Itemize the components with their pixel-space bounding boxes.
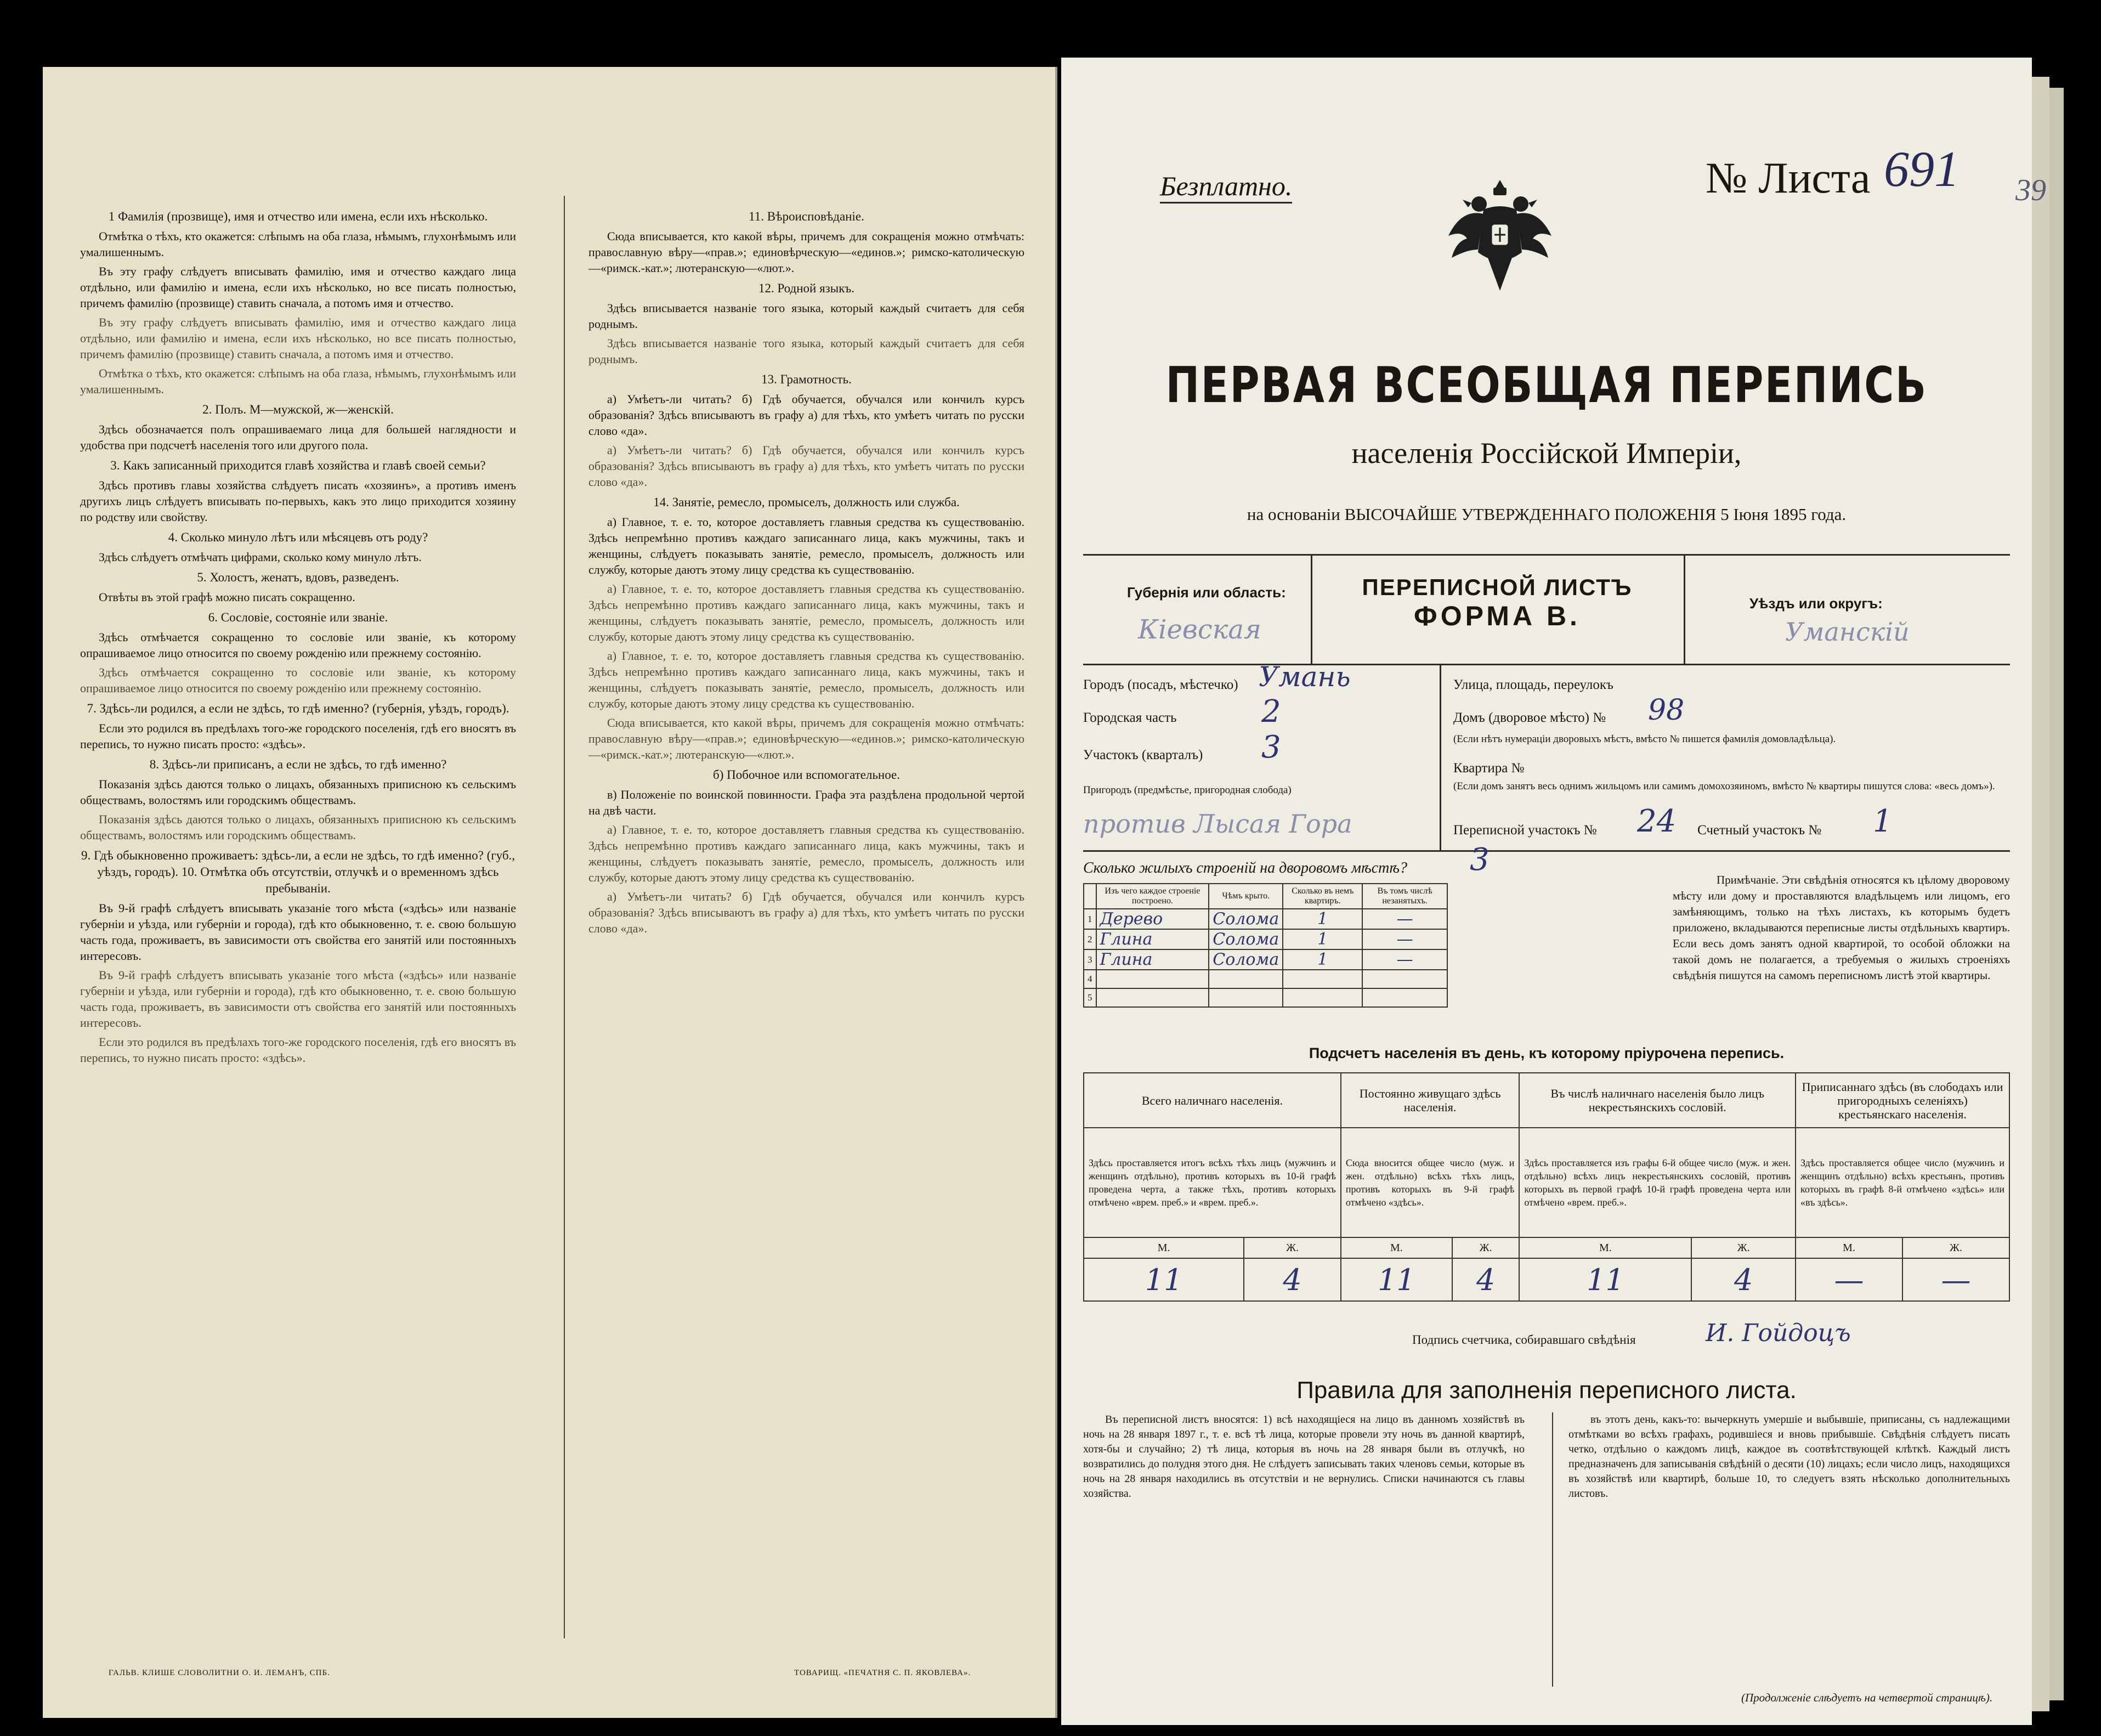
buildings-count-value: 3 <box>1470 842 1490 878</box>
table-header: Приписаннаго здѣсь (въ слободахъ или пригородныхъ селеніяхъ) крестьянскаго населенія. <box>1796 1073 2009 1128</box>
male-label: М. <box>1796 1237 1902 1258</box>
imperial-eagle-icon <box>1445 176 1555 296</box>
section-text: Отвѣты въ этой графѣ можно писать сокращенно. <box>99 590 355 604</box>
section-heading: 3. Какъ записанный приходится главѣ хозяйства и главѣ своей семьи? <box>110 459 486 472</box>
building-apartments <box>1283 988 1362 1007</box>
building-vacant: — <box>1362 909 1447 929</box>
section-heading: 6. Сословіе, состояніе или званіе. <box>208 610 388 624</box>
building-material <box>1096 970 1209 988</box>
section-text: Въ эту графу слѣдуетъ вписывать фамилію, имя и отчество каждаго лица отдѣльно, или фамилію и имена, если ихъ нѣсколько, но все писать полностью, причемъ фамилію (прозвище) ставить сначала, а потомъ имя и отчество. <box>80 315 516 361</box>
section-heading: 2. Полъ. М—мужской, ж—женскій. <box>202 403 394 416</box>
section-text: Сюда вписывается, кто какой вѣры, причемъ для сокращенія можно отмѣчать: православную вѣру—«прав.»; единовѣрческую—«единов.»; римско-католическую—«римск.-кат.»; лютеранскую—«лют.». <box>588 716 1024 761</box>
building-roof: Солома <box>1209 929 1283 949</box>
male-count: 11 <box>1519 1258 1691 1301</box>
right-page-census-form <box>1061 58 2046 1725</box>
female-count: 4 <box>1691 1258 1796 1301</box>
row-number: 3 <box>1084 949 1096 970</box>
building-vacant: — <box>1362 949 1447 970</box>
table-header: Сколько въ немъ квартиръ. <box>1283 884 1362 909</box>
table-header: Въ числѣ наличнаго населенія было лицъ некрестьянскихъ сословій. <box>1519 1073 1796 1128</box>
building-apartments: 1 <box>1283 949 1362 970</box>
apartment-note: (Если домъ занятъ весь однимъ жильцомъ или самимъ домохозяиномъ, вмѣсто № квартиры пишутся слова: «весь домъ»). <box>1453 781 1995 792</box>
legal-basis: на основаніи ВЫСОЧАЙШЕ УТВЕРЖДЕННАГО ПОЛОЖЕНІЯ 5 Іюня 1895 года. <box>1247 505 1847 524</box>
section-heading: 4. Сколько минуло лѣтъ или мѣсяцевъ отъ роду? <box>168 530 428 544</box>
uezd-value: Уманскій <box>1785 617 1910 647</box>
building-roof <box>1209 970 1283 988</box>
uezd-label: Уѣздъ или округъ: <box>1749 595 1883 612</box>
suburb-value: против Лысая Гора <box>1083 809 1352 839</box>
section-text: Здѣсь противъ главы хозяйства слѣдуетъ писать «хозяинъ», а противъ именъ другихъ лицъ слѣдуетъ вписывать по-первыхъ, какъ это лицо приходится хозяину по родству или свойству. <box>80 478 516 524</box>
gubernia-value: Кіевская <box>1138 614 1261 645</box>
apartment-label: Квартира № <box>1453 761 1525 776</box>
table-row <box>1084 988 1447 1007</box>
form-title-line-1: ПЕРЕПИСНОЙ ЛИСТЪ <box>1362 574 1633 600</box>
suburb-label: Пригородъ (предмѣстье, пригородная слобода) <box>1083 784 1292 796</box>
section-text: в) Положеніе по воинской повинности. Графа эта раздѣлена продольной чертой на двѣ части. <box>588 788 1024 817</box>
column-description: Здѣсь проставляется итогъ всѣхъ тѣхъ лицъ (мужчинъ и женщинъ отдѣльно), противъ которыхъ въ 10-й графѣ проведена черта, а также тѣхъ, противъ которыхъ отмѣчено «врем. преб.» и «врем. преб.». <box>1084 1128 1341 1237</box>
section-text: а) Главное, т. е. то, которое доставляетъ главныя средства къ существованію. Здѣсь непремѣнно противъ каждаго записаннаго лица, какъ мужчины, такъ и женщины, слѣдуетъ показывать занятіе, ремесло, промыселъ, должность или службу, которые даютъ этому лицу средства къ существованію. <box>588 582 1024 643</box>
printer-imprint: ГАЛЬВ. КЛИШЕ СЛОВОЛИТНИ О. И. ЛЕМАНЪ, СПБ. <box>109 1669 330 1677</box>
house-value: 98 <box>1648 694 1685 727</box>
table-row <box>1084 1258 2009 1301</box>
section-text: Въ 9-й графѣ слѣдуетъ вписывать указаніе того мѣста («здѣсь» или названіе губерніи и уѣзда, или губерніи и города), гдѣ кто обыкновенно, т. е. свою большую часть года, проживаетъ, въ зависимости отъ свойства его занятій или постоянныхъ интересовъ. <box>80 901 516 963</box>
continued-note: (Продолженіе слѣдуетъ на четвертой страницѣ). <box>1741 1691 1993 1704</box>
house-note: (Если нѣтъ нумераціи дворовыхъ мѣстъ, вмѣсто № пишется фамилія домовладѣльца). <box>1453 733 1836 745</box>
section-text: а) Умѣетъ-ли читать? б) Гдѣ обучается, обучался или кончилъ курсъ образованія? Здѣсь вписываютъ въ графу а) для тѣхъ, кто умѣетъ читать по русски слово «да». <box>588 443 1024 489</box>
section-1 <box>80 208 516 311</box>
signature-label: Подпись счетчика, собиравшаго свѣдѣнія <box>1412 1333 1636 1347</box>
instructions-column-1 <box>80 204 516 1069</box>
building-roof <box>1209 988 1283 1007</box>
table-header: Чѣмъ крыто. <box>1209 884 1283 909</box>
section-text: Если это родился въ предѣлахъ того-же городского поселенія, гдѣ его вносятъ въ перепись, то нужно писать просто: «здѣсь». <box>80 721 516 751</box>
building-vacant <box>1362 988 1447 1007</box>
building-vacant <box>1362 970 1447 988</box>
census-area-value: 24 <box>1637 804 1677 839</box>
section-text: Сюда вписывается, кто какой вѣры, причемъ для сокращенія можно отмѣчать: православную вѣру—«прав.»; единовѣрческую—«единов.»; римско-католическую—«римск.-кат.»; лютеранскую—«лют.». <box>588 229 1024 275</box>
male-label: М. <box>1341 1237 1452 1258</box>
rules-column-1: Въ переписной листъ вносятся: 1) всѣ находящіеся на лицо въ данномъ хозяйствѣ въ ночь на 28 января 1897 г., т. е. всѣ тѣ лица, которые провели эту ночь въ данной квартирѣ, хотя-бы и случайно; 2) тѣ лица, которыя въ ночь на 28 января были въ отлучкѣ, но возвратились до полудня этого дня. Не слѣдуетъ записывать таких членовъ семьи, которые въ ночь на 28 января находились въ отсутствіи и не вернулись. Списки начинаются съ главы хозяйства. <box>1083 1413 1525 1500</box>
male-count: 11 <box>1084 1258 1244 1301</box>
section-heading: 8. Здѣсь-ли приписанъ, а если не здѣсь, то гдѣ именно? <box>149 757 447 771</box>
section-text: Здѣсь вписывается названіе того языка, который каждый считаетъ для себя роднымъ. <box>588 336 1024 366</box>
section-text: а) Главное, т. е. то, которое доставляетъ главныя средства къ существованію. Здѣсь непремѣнно противъ каждаго записаннаго лица, какъ мужчины, такъ и женщины, слѣдуетъ показывать занятіе, ремесло, промыселъ, должность или службу, которые даютъ этому лицу средства къ существованію. <box>588 515 1024 576</box>
section-heading: 7. Здѣсь-ли родился, а если не здѣсь, то гдѣ именно? (губернія, уѣздъ, городъ). <box>87 702 509 715</box>
section-text: Здѣсь слѣдуетъ отмѣчать цифрами, сколько кому минуло лѣтъ. <box>99 550 422 564</box>
section-text: Здѣсь обозначается полъ опрашиваемаго лица для большей наглядности и удобства при подсчетѣ населенія того или другого пола. <box>80 422 516 452</box>
free-label: Безплатно. <box>1160 170 1292 203</box>
rules-column-2: въ этотъ день, какъ-то: вычеркнуть умершіе и выбывшіе, приписаны, съ надлежащими отмѣтками во всѣхъ графахъ, родившіеся и вновь прибывшіе. Свѣдѣнія слѣдуетъ писать четко, отдѣльно о каждомъ лицѣ, каждое въ соотвѣтствующей клѣткѣ. Каждый листъ предназначенъ для записыванія свѣдѣній о десяти (10) лицахъ; если число лицъ, находящихся въ хозяйствѣ или квартирѣ, больше 10, то следуетъ взять нѣсколько дополнительныхъ листовъ. <box>1568 1413 2010 1500</box>
row-number: 4 <box>1084 970 1096 988</box>
form-title <box>1322 573 1673 630</box>
street-label: Улица, площадь, переулокъ <box>1453 677 1613 692</box>
female-label: Ж. <box>1902 1237 2009 1258</box>
section-heading: 12. Родной языкъ. <box>758 281 855 295</box>
section-text: Показанія здѣсь даются только о лицахъ, обязанныхъ приписною къ сельскимъ обществамъ, волостямъ или городскимъ обществамъ. <box>80 777 516 807</box>
page-title: ПЕРВАЯ ВСЕОБЩАЯ ПЕРЕПИСЬ <box>1165 357 1928 414</box>
form-title-line-2: ФОРМА В. <box>1414 601 1581 631</box>
building-roof: Солома <box>1209 909 1283 929</box>
form-rule <box>1311 554 1312 664</box>
page-stack-edge <box>2049 88 2064 1700</box>
form-rule <box>1083 554 2010 556</box>
building-material: Глина <box>1096 929 1209 949</box>
female-label: Ж. <box>1244 1237 1341 1258</box>
section-text: Отмѣтка о тѣхъ, кто окажется: слѣпымъ на оба глаза, нѣмымъ, глухонѣмымъ или умалишеннымъ. <box>80 229 516 259</box>
archive-page-number: 39 <box>2015 173 2046 207</box>
table-header-row <box>1084 884 1447 909</box>
section-heading: 11. Вѣроисповѣданіе. <box>749 210 864 223</box>
male-count: 11 <box>1341 1258 1452 1301</box>
page-stack-edge <box>2032 77 2049 1711</box>
building-material: Глина <box>1096 949 1209 970</box>
section-heading: 13. Грамотность. <box>761 372 852 386</box>
printer-imprint: ТОВАРИЩ. «ПЕЧАТНЯ С. П. ЯКОВЛЕВА». <box>794 1669 971 1677</box>
table-row <box>1084 909 1447 929</box>
row-number: 2 <box>1084 929 1096 949</box>
population-count-title: Подсчетъ населенія въ день, къ которому пріурочена перепись. <box>1309 1045 1785 1061</box>
section-text: Показанія здѣсь даются только о лицахъ, обязанныхъ приписною къ сельскимъ обществамъ, волостямъ или городскимъ обществамъ. <box>80 812 516 842</box>
section-text: а) Умѣетъ-ли читать? б) Гдѣ обучается, обучался или кончилъ курсъ образованія? Здѣсь вписываютъ въ графу а) для тѣхъ, кто умѣетъ читать по русски слово «да». <box>588 392 1024 438</box>
female-label: Ж. <box>1691 1237 1796 1258</box>
female-count: 4 <box>1244 1258 1341 1301</box>
table-row <box>1084 929 1447 949</box>
counting-area-label: Счетный участокъ № <box>1697 823 1822 838</box>
section-text: Если это родился въ предѣлахъ того-же городского поселенія, гдѣ его вносятъ въ перепись, то нужно писать просто: «здѣсь». <box>80 1035 516 1065</box>
city-part-label: Городская часть <box>1083 710 1177 725</box>
table-header: Постоянно живущаго здѣсь населенія. <box>1341 1073 1520 1128</box>
table-header-row <box>1084 1073 2009 1128</box>
population-table <box>1083 1072 2010 1302</box>
instructions-column-2 <box>588 204 1024 940</box>
column-description: Здѣсь проставляется изъ графы 6-й общее число (муж. и жен. отдѣльно) всѣхъ лицъ некрестьянскихъ сословій, противъ которыхъ въ первой графѣ 10-й графѣ проведена черта или отмѣчено «врем. преб.». <box>1519 1128 1796 1237</box>
male-label: М. <box>1519 1237 1691 1258</box>
district-label: Участокъ (кварталъ) <box>1083 748 1203 762</box>
male-label: М. <box>1084 1237 1244 1258</box>
gubernia-label: Губернія или область: <box>1127 584 1286 601</box>
form-rule <box>1083 850 2010 852</box>
table-header: Въ томъ числѣ незанятыхъ. <box>1362 884 1447 909</box>
section-text: Въ эту графу слѣдуетъ вписывать фамилію, имя и отчество каждаго лица отдѣльно, или фамилію и имена, если ихъ нѣсколько, но все писать полностью, причемъ фамилію (прозвище) ставить сначала, а потомъ имя и отчество. <box>80 264 516 310</box>
table-row <box>1084 1128 2009 1237</box>
section-text: Здѣсь отмѣчается сокращенно то сословіе или званіе, къ которому опрашиваемое лицо относится по своему рожденію или прежнему состоянію. <box>80 630 516 660</box>
buildings-count-label: Сколько жилыхъ строеній на дворовомъ мѣстѣ? <box>1083 859 1408 877</box>
left-page <box>43 67 1057 1718</box>
section-heading: 14. Занятіе, ремесло, промыселъ, должность или служба. <box>653 495 960 509</box>
section-text: а) Умѣетъ-ли читать? б) Гдѣ обучается, обучался или кончилъ курсъ образованія? Здѣсь вписываютъ въ графу а) для тѣхъ, кто умѣетъ читать по русски слово «да». <box>588 890 1024 935</box>
table-header <box>1084 884 1096 909</box>
building-material: Дерево <box>1096 909 1209 929</box>
table-header: Всего наличнаго населенія. <box>1084 1073 1341 1128</box>
table-row <box>1084 949 1447 970</box>
census-area-label: Переписной участокъ № <box>1453 823 1597 838</box>
section-text: Отмѣтка о тѣхъ, кто окажется: слѣпымъ на оба глаза, нѣмымъ, глухонѣмымъ или умалишеннымъ. <box>80 366 516 396</box>
rules-title: Правила для заполненія переписного листа. <box>1296 1377 1797 1404</box>
female-count: 4 <box>1452 1258 1520 1301</box>
section-heading: 5. Холостъ, женатъ, вдовъ, разведенъ. <box>197 570 399 584</box>
house-label: Домъ (дворовое мѣсто) № <box>1453 710 1606 725</box>
form-rule <box>1440 664 1441 850</box>
section-heading: 9. Гдѣ обыкновенно проживаетъ: здѣсь-ли, а если не здѣсь, то гдѣ именно? (губ., уѣздъ, городъ). 10. Отмѣтка объ отсутствіи, отлучкѣ и о временномъ здѣсь пребываніи. <box>81 849 516 895</box>
column-description: Сюда вносится общее число (муж. и жен. отдѣльно) всѣхъ тѣхъ лицъ, противъ которыхъ въ 9-й графѣ отмѣчено «здѣсь». <box>1341 1128 1520 1237</box>
column-divider <box>1552 1412 1553 1687</box>
section-text: Въ 9-й графѣ слѣдуетъ вписывать указаніе того мѣста («здѣсь» или названіе губерніи и уѣзда, или губерніи и города), гдѣ кто обыкновенно, т. е. свою большую часть года, проживаетъ, въ зависимости отъ свойства его занятій или постоянныхъ интересовъ. <box>80 968 516 1030</box>
section-text: а) Главное, т. е. то, которое доставляетъ главныя средства къ существованію. Здѣсь непремѣнно противъ каждаго записаннаго лица, какъ мужчины, такъ и женщины, слѣдуетъ показывать занятіе, ремесло, промыселъ, должность или службу, которые даютъ этому лицу средства къ существованію. <box>588 649 1024 710</box>
column-divider <box>564 196 565 1638</box>
buildings-table <box>1083 883 1448 1008</box>
form-rule <box>1083 664 2010 665</box>
signature-value: И. Гойдоцъ <box>1706 1319 1851 1347</box>
city-label: Городъ (посадъ, мѣстечко) <box>1083 677 1238 692</box>
building-apartments: 1 <box>1283 929 1362 949</box>
building-vacant: — <box>1362 929 1447 949</box>
building-apartments <box>1283 970 1362 988</box>
building-apartments: 1 <box>1283 909 1362 929</box>
counting-area-value: 1 <box>1873 804 1893 839</box>
building-roof: Солома <box>1209 949 1283 970</box>
building-material <box>1096 988 1209 1007</box>
table-header: Изъ чего каждое строеніе построено. <box>1096 884 1209 909</box>
table-row <box>1084 970 1447 988</box>
sheet-number-value: 691 <box>1884 141 1960 197</box>
form-rule <box>1684 554 1685 664</box>
district-value: 3 <box>1261 730 1281 765</box>
section-text: Здѣсь вписывается названіе того языка, который каждый считаетъ для себя роднымъ. <box>588 301 1024 331</box>
city-part-value: 2 <box>1261 694 1281 730</box>
section-heading: 1 Фамилія (прозвище), имя и отчество или имена, если ихъ нѣсколько. <box>108 210 488 223</box>
page-subtitle: населенія Россійской Имперіи, <box>1351 437 1742 470</box>
column-description: Здѣсь проставляется общее число (мужчинъ и женщинъ отдѣльно) всѣхъ крестьянъ, противъ которыхъ въ графѣ 8-й отмѣчено «здѣсь» или «въ здѣсь». <box>1796 1128 2009 1237</box>
sheet-number-label: № Листа <box>1706 154 1871 202</box>
section-heading: б) Побочное или вспомогательное. <box>713 768 900 782</box>
table-row <box>1084 1237 2009 1258</box>
section-text: а) Главное, т. е. то, которое доставляетъ главныя средства къ существованію. Здѣсь непремѣнно противъ каждаго записаннаго лица, какъ мужчины, такъ и женщины, слѣдуетъ показывать занятіе, ремесло, промыселъ, должность или службу, которые даютъ этому лицу средства къ существованію. <box>588 823 1024 884</box>
female-count: — <box>1902 1258 2009 1301</box>
male-count: — <box>1796 1258 1902 1301</box>
buildings-note: Примѣчаніе. Эти свѣдѣнія относятся къ цѣлому дворовому мѣсту или дому и проставляются владѣльцемъ или лицомъ, его замѣняющимъ, только на тѣхъ листахъ, къ которымъ будетъ приложено, вкладываются переписные листы отдѣльныхъ квартиръ. Если весь домъ занятъ одной квартирой, то особой обложки на такой домъ не полагается, а требуемыя о жилыхъ строеніяхъ свѣдѣнія пишутся на самомъ переписномъ листѣ этой квартиры. <box>1673 873 2010 982</box>
row-number: 5 <box>1084 988 1096 1007</box>
section-text: Здѣсь отмѣчается сокращенно то сословіе или званіе, къ которому опрашиваемое лицо относится по своему рожденію или прежнему состоянію. <box>80 665 516 695</box>
row-number: 1 <box>1084 909 1096 929</box>
female-label: Ж. <box>1452 1237 1520 1258</box>
city-value: Умань <box>1259 661 1351 693</box>
